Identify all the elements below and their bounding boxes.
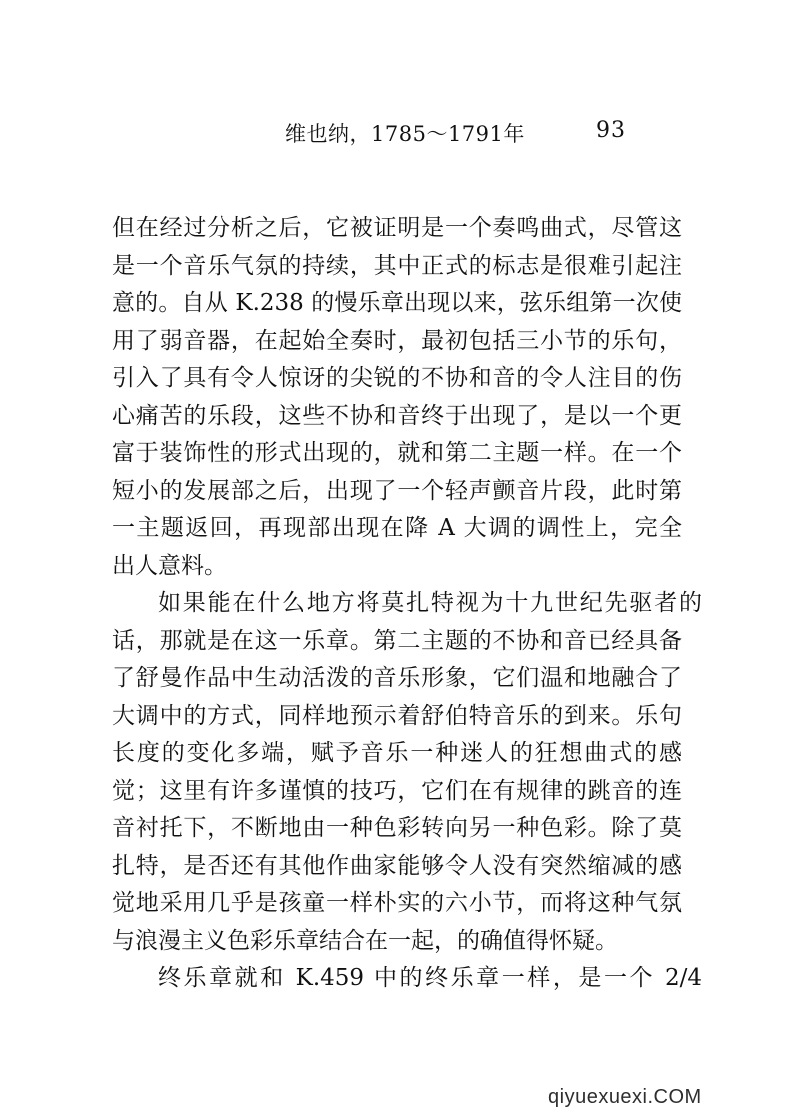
text-line: 觉地采用几乎是孩童一样朴实的六小节，而将这种气氛 (112, 890, 682, 916)
text-line: 出人意料。 (112, 552, 227, 579)
text-line: 终乐章就和 K.459 中的终乐章一样，是一个 2/4 (158, 965, 702, 991)
paragraph-1 (112, 210, 682, 585)
text-line: 意的。自从 K.238 的慢乐章出现以来，弦乐组第一次使 (112, 290, 682, 316)
text-line: 话，那就是在这一乐章。第二主题的不协和音已经具备 (112, 627, 682, 654)
running-head: 维也纳，1785～1791年 (285, 122, 525, 146)
text-line: 大调中的方式，同样地预示着舒伯特音乐的到来。乐句 (112, 702, 682, 729)
site-watermark: qiyuexuexi.COM (548, 1086, 702, 1108)
text-line: 短小的发展部之后，出现了一个轻声颤音片段，此时第 (112, 477, 682, 504)
page-header (0, 118, 794, 154)
text-line: 富于装饰性的形式出现的，就和第二主题一样。在一个 (112, 440, 682, 466)
text-line: 心痛苦的乐段，这些不协和音终于出现了，是以一个更 (112, 402, 682, 429)
text-line: 引入了具有令人惊讶的尖锐的不协和音的令人注目的伤 (112, 365, 682, 391)
text-line: 用了弱音器，在起始全奏时，最初包括三小节的乐句， (112, 327, 682, 354)
text-line: 如果能在什么地方将莫扎特视为十九世纪先驱者的 (158, 590, 702, 616)
text-line: 一主题返回，再现部出现在降 A 大调的调性上，完全 (112, 515, 682, 541)
text-line: 扎特，是否还有其他作曲家能够令人没有突然缩减的感 (112, 852, 682, 879)
text-line: 长度的变化多端，赋予音乐一种迷人的狂想曲式的感 (112, 740, 682, 766)
paragraph-3 (112, 960, 702, 998)
text-line: 了舒曼作品中生动活泼的音乐形象，它们温和地融合了 (112, 665, 682, 691)
page-number: 93 (596, 118, 626, 143)
text-line: 是一个音乐气氛的持续，其中正式的标志是很难引起注 (112, 252, 682, 279)
paragraph-2 (112, 585, 702, 960)
text-line: 与浪漫主义色彩乐章结合在一起，的确值得怀疑。 (112, 927, 618, 954)
text-line: 觉；这里有许多谨慎的技巧，它们在有规律的跳音的连 (112, 777, 682, 804)
text-line: 音衬托下，不断地由一种色彩转向另一种色彩。除了莫 (112, 815, 682, 841)
body-text (112, 210, 702, 998)
text-line: 但在经过分析之后，它被证明是一个奏鸣曲式，尽管这 (112, 215, 682, 241)
